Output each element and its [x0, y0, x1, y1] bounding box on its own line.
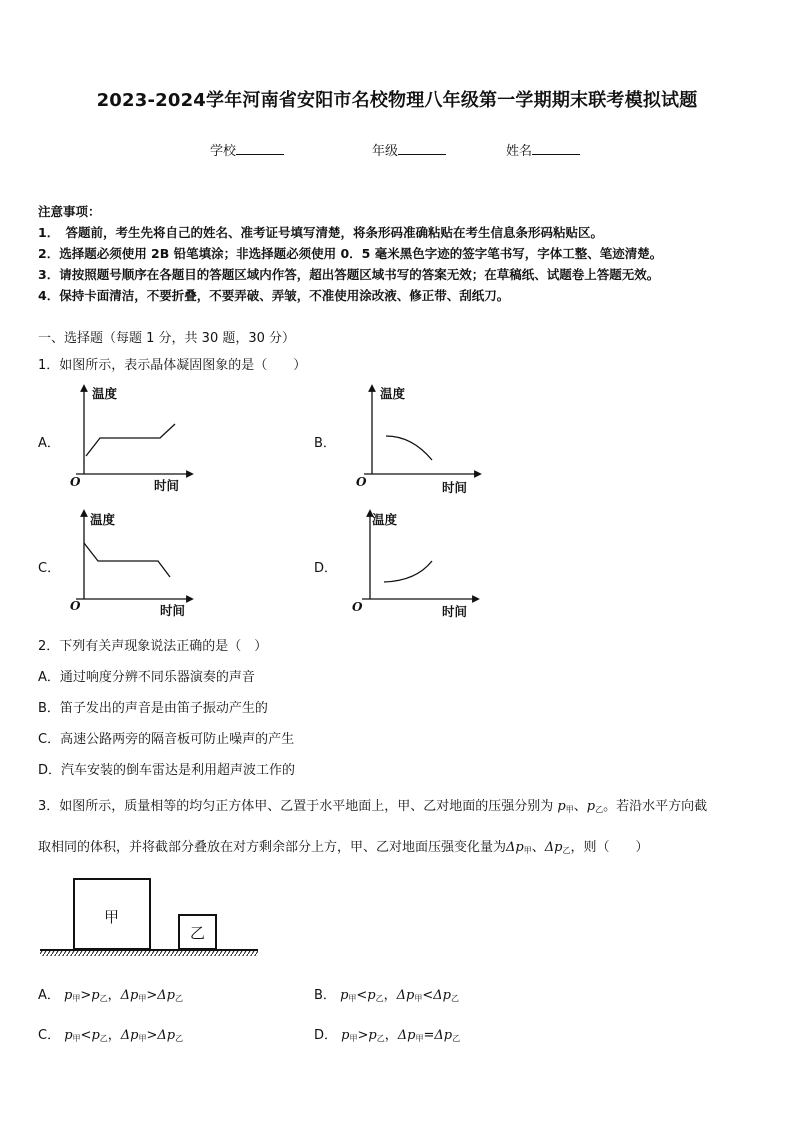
sub-yi: 乙	[376, 1034, 385, 1043]
name-label: 姓名	[506, 144, 533, 159]
sub-jia: 甲	[138, 994, 147, 1003]
option-letter: D．	[314, 1028, 338, 1043]
sub-jia: 甲	[523, 846, 532, 855]
p-jia-symbol	[557, 799, 573, 814]
x-axis-label: 时间	[154, 478, 180, 493]
q3-option-c[interactable]	[38, 1024, 183, 1044]
cube-jia-label: 甲	[104, 908, 120, 926]
p-yi-symbol	[587, 799, 603, 814]
option-letter: C．	[38, 1028, 61, 1043]
graph-c[interactable]	[62, 507, 202, 622]
sub-jia: 甲	[138, 1034, 147, 1043]
relation-2: <	[422, 988, 434, 1003]
sub-yi: 乙	[175, 1034, 184, 1043]
note-item: 3．请按照题号顺序在各题目的答题区域内作答，超出答题区域书写的答案无效；在草稿纸、试题卷上答题无效。	[38, 267, 660, 282]
comma: ，	[107, 988, 121, 1003]
sub-jia: 甲	[565, 805, 574, 814]
sub-yi: 乙	[174, 994, 183, 1003]
note-item: 4．保持卡面清洁，不要折叠，不要弄破、弄皱，不准使用涂改液、修正带、刮纸刀。	[38, 288, 510, 303]
relation-1: >	[80, 988, 92, 1003]
relation-2: >	[146, 1028, 158, 1043]
q2-option-d[interactable]: D．汽车安装的倒车雷达是利用超声波工作的	[38, 763, 296, 778]
q3-stem-part-b: 。若沿水平方向截	[603, 799, 708, 814]
y-axis-label: 温度	[372, 512, 398, 527]
grade-label: 年级	[372, 144, 399, 159]
sub-jia: 甲	[72, 994, 81, 1003]
dp-symbol: Δp	[433, 988, 451, 1003]
q3-option-b[interactable]	[314, 984, 459, 1004]
p-symbol: p	[368, 1028, 377, 1043]
sub-yi: 乙	[450, 994, 459, 1003]
x-axis-label: 时间	[160, 603, 186, 618]
p-symbol: p	[340, 988, 349, 1003]
graph-d[interactable]	[348, 507, 488, 622]
p-symbol: p	[91, 1028, 100, 1043]
ground-hatch	[40, 951, 258, 956]
school-blank[interactable]	[236, 142, 284, 155]
p-symbol: p	[341, 1028, 350, 1043]
q2-option-b[interactable]: B．笛子发出的声音是由笛子振动产生的	[38, 701, 268, 716]
p-symbol: p	[557, 799, 566, 814]
question-2-stem: 2．下列有关声现象说法正确的是（ ）	[38, 639, 268, 654]
curve	[86, 424, 175, 456]
relation-1: >	[357, 1028, 369, 1043]
relation-1: <	[356, 988, 368, 1003]
relation-1: <	[80, 1028, 92, 1043]
sub-yi: 乙	[595, 805, 604, 814]
curve	[384, 561, 432, 582]
q1-option-c-label[interactable]: C．	[38, 561, 61, 576]
p-symbol: p	[91, 988, 100, 1003]
y-axis-label: 温度	[92, 386, 118, 401]
dp-symbol: Δp	[157, 1028, 176, 1043]
question-3-stem-line1	[38, 795, 707, 815]
q3-stem-part-a: 3．如图所示，质量相等的均匀正方体甲、乙置于水平地面上，甲、乙对地面的压强分别为	[38, 799, 554, 814]
sub-yi: 乙	[99, 1034, 108, 1043]
dp-symbol: Δp	[434, 1028, 453, 1043]
q3-option-d[interactable]	[314, 1024, 460, 1044]
graph-a[interactable]	[62, 382, 202, 497]
comma: ，	[383, 988, 397, 1003]
dp-yi-symbol	[545, 840, 571, 855]
grade-blank[interactable]	[398, 142, 446, 155]
dp-symbol: Δp	[120, 988, 139, 1003]
sub-yi: 乙	[452, 1034, 461, 1043]
dp-symbol: Δp	[544, 840, 563, 855]
q3-stem-part-c: 取相同的体积，并将截部分叠放在对方剩余部分上方，甲、乙对地面压强变化量为	[38, 840, 507, 855]
separator: 、	[573, 799, 587, 814]
grade-field	[372, 140, 446, 159]
origin-label: O	[70, 475, 81, 489]
q2-option-a[interactable]: A．通过响度分辨不同乐器演奏的声音	[38, 670, 255, 685]
sub-yi: 乙	[375, 994, 384, 1003]
dp-symbol: Δp	[397, 1028, 416, 1043]
dp-symbol: Δp	[506, 840, 524, 855]
origin-label: O	[70, 599, 81, 613]
sub-jia: 甲	[349, 1034, 358, 1043]
p-symbol: p	[64, 988, 73, 1003]
name-field	[506, 140, 580, 159]
option-letter: B．	[314, 988, 336, 1003]
q1-option-d-label[interactable]: D．	[314, 561, 338, 576]
p-symbol: p	[367, 988, 376, 1003]
y-axis-label: 温度	[380, 386, 406, 401]
dp-symbol: Δp	[157, 988, 175, 1003]
graph-b[interactable]	[350, 382, 490, 497]
x-axis-label: 时间	[442, 604, 468, 619]
comma: ，	[107, 1028, 121, 1043]
origin-label: O	[352, 600, 363, 614]
sub-jia: 甲	[415, 1034, 424, 1043]
sub-jia: 甲	[72, 1034, 81, 1043]
cube-yi-label: 乙	[190, 924, 206, 942]
sub-jia: 甲	[348, 994, 357, 1003]
q3-stem-part-d: ，则（ ）	[570, 840, 649, 855]
p-symbol: p	[64, 1028, 73, 1043]
question-1-stem: 1．如图所示，表示晶体凝固图象的是（ ）	[38, 358, 307, 373]
section-heading: 一、选择题（每题 1 分，共 30 题，30 分）	[38, 331, 296, 346]
dp-symbol: Δp	[120, 1028, 139, 1043]
relation-2: >	[146, 988, 158, 1003]
q1-option-a-label[interactable]: A．	[38, 436, 60, 451]
question-3-stem-line2	[38, 836, 648, 856]
relation-2: =	[423, 1028, 435, 1043]
q2-option-c[interactable]: C．高速公路两旁的隔音板可防止噪声的产生	[38, 732, 295, 747]
note-item: 2．选择题必须使用 2B 铅笔填涂；非选择题必须使用 0．5 毫米黑色字迹的签字笔书写，字体工整、笔迹清楚。	[38, 246, 663, 261]
curve	[386, 436, 432, 460]
school-field	[210, 140, 284, 159]
sub-yi: 乙	[562, 846, 571, 855]
x-axis-label: 时间	[442, 480, 468, 495]
sub-yi: 乙	[99, 994, 108, 1003]
school-label: 学校	[210, 144, 237, 159]
separator: 、	[531, 840, 545, 855]
curve	[84, 543, 170, 577]
q1-option-b-label[interactable]: B．	[314, 436, 336, 451]
y-axis-label: 温度	[90, 512, 116, 527]
dp-jia-symbol	[506, 840, 532, 855]
notes-block	[38, 201, 662, 306]
origin-label: O	[356, 475, 367, 489]
comma: ，	[384, 1028, 398, 1043]
option-letter: A．	[38, 988, 60, 1003]
sub-jia: 甲	[414, 994, 423, 1003]
q3-figure	[40, 876, 260, 962]
dp-symbol: Δp	[396, 988, 415, 1003]
notes-heading: 注意事项：	[38, 204, 101, 219]
page-title: 2023-2024学年河南省安阳市名校物理八年级第一学期期末联考模拟试题	[96, 90, 698, 111]
q3-option-a[interactable]	[38, 984, 183, 1004]
note-item: 1． 答题前，考生先将自己的姓名、准考证号填写清楚，将条形码准确粘贴在考生信息条形码粘贴区。	[38, 225, 603, 240]
name-blank[interactable]	[532, 142, 580, 155]
p-symbol: p	[586, 799, 596, 814]
